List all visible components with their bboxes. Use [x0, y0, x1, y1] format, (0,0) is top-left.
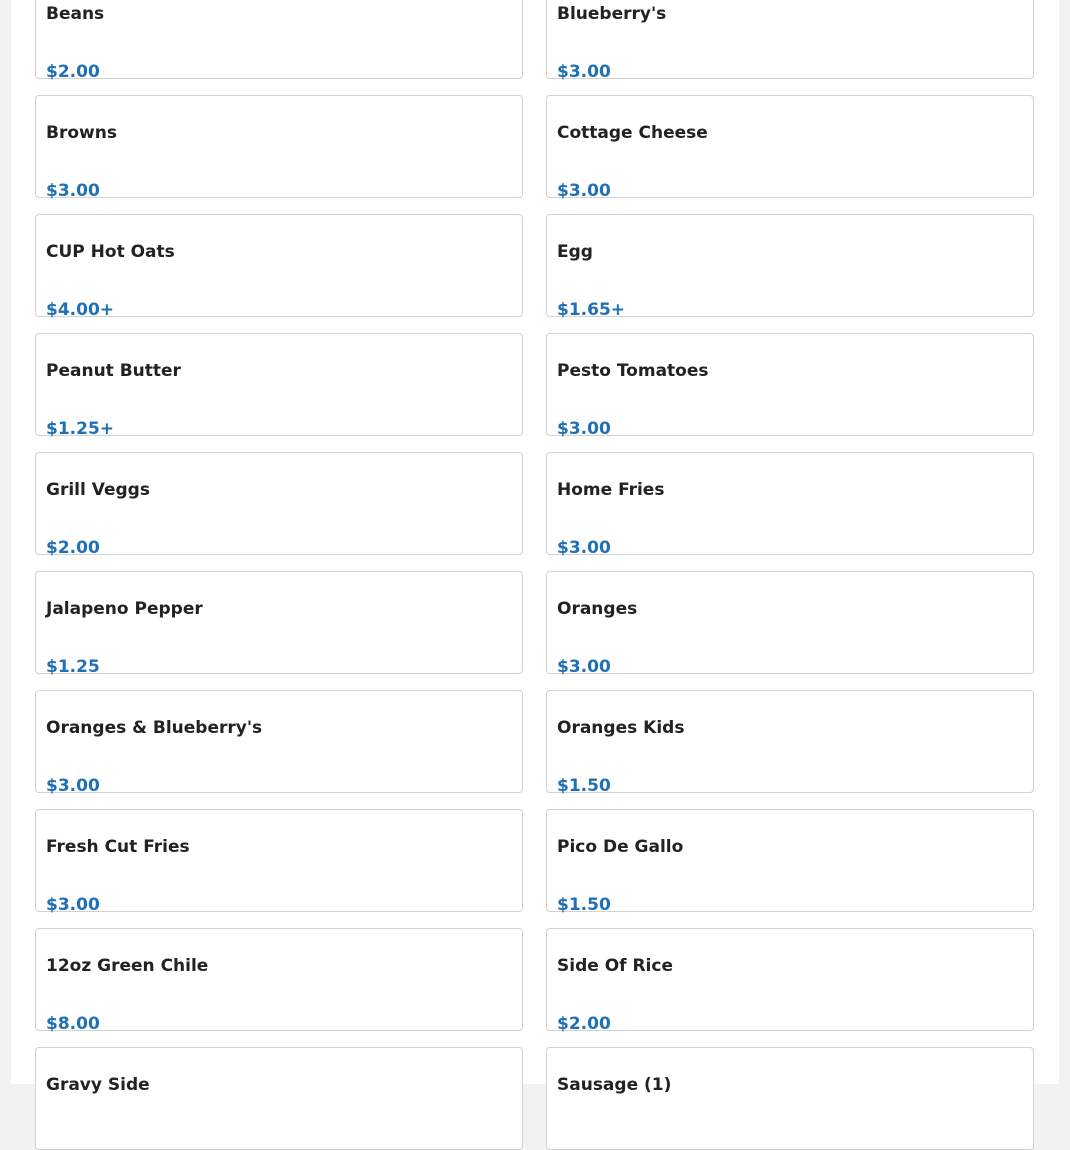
- menu-item-card[interactable]: [35, 690, 523, 796]
- item-price: $3.00: [46, 895, 100, 915]
- menu-item-card[interactable]: [546, 690, 1034, 796]
- item-name: Side Of Rice: [557, 956, 673, 976]
- menu-item-card[interactable]: [35, 333, 523, 439]
- menu-item-card[interactable]: [546, 214, 1034, 320]
- item-price: $3.00: [557, 538, 611, 558]
- item-price: $2.00: [46, 62, 100, 82]
- item-name: Home Fries: [557, 480, 665, 500]
- item-price: $3.00: [557, 181, 611, 201]
- menu-item-card[interactable]: [546, 333, 1034, 439]
- menu-item-grid: [35, 0, 1034, 1150]
- menu-item-card[interactable]: [546, 1047, 1034, 1150]
- item-price: $1.25: [46, 657, 100, 677]
- item-price: $2.00: [46, 538, 100, 558]
- menu-item-card[interactable]: [35, 809, 523, 915]
- item-name: Oranges: [557, 599, 638, 619]
- item-price: $3.00: [557, 419, 611, 439]
- item-name: Pico De Gallo: [557, 837, 684, 857]
- item-price: $3.00: [46, 776, 100, 796]
- menu-page: [11, 0, 1059, 1095]
- item-name: Jalapeno Pepper: [46, 599, 203, 619]
- item-price: $1.50: [557, 895, 611, 915]
- item-name: Gravy Side: [46, 1075, 150, 1095]
- menu-item-card[interactable]: [546, 928, 1034, 1034]
- item-name: Oranges Kids: [557, 718, 685, 738]
- item-price: $3.00: [557, 62, 611, 82]
- menu-item-card[interactable]: [35, 452, 523, 558]
- menu-item-card[interactable]: [35, 1047, 523, 1150]
- item-name: Fresh Cut Fries: [46, 837, 190, 857]
- item-name: Sausage (1): [557, 1075, 672, 1095]
- menu-item-card[interactable]: [546, 0, 1034, 82]
- item-name: Blueberry's: [557, 4, 667, 24]
- menu-item-card[interactable]: [35, 214, 523, 320]
- item-name: Egg: [557, 242, 593, 262]
- item-name: Peanut Butter: [46, 361, 181, 381]
- menu-item-card[interactable]: [546, 571, 1034, 677]
- menu-item-card[interactable]: [35, 95, 523, 201]
- menu-item-card[interactable]: [546, 809, 1034, 915]
- item-price: $2.00: [557, 1014, 611, 1034]
- item-price: $3.00: [46, 181, 100, 201]
- item-price: $3.00: [557, 657, 611, 677]
- item-price: $1.65+: [557, 300, 626, 320]
- item-price: $4.00+: [46, 300, 115, 320]
- item-price: $1.50: [557, 776, 611, 796]
- item-name: CUP Hot Oats: [46, 242, 175, 262]
- item-price: $8.00: [46, 1014, 100, 1034]
- item-name: Cottage Cheese: [557, 123, 708, 143]
- item-name: Pesto Tomatoes: [557, 361, 709, 381]
- menu-item-card[interactable]: [546, 95, 1034, 201]
- item-name: Beans: [46, 4, 105, 24]
- item-name: Oranges & Blueberry's: [46, 718, 263, 738]
- item-name: Grill Veggs: [46, 480, 150, 500]
- menu-item-card[interactable]: [35, 571, 523, 677]
- menu-item-card[interactable]: [35, 928, 523, 1034]
- menu-item-card[interactable]: [546, 452, 1034, 558]
- item-price: $1.25+: [46, 419, 115, 439]
- item-name: 12oz Green Chile: [46, 956, 209, 976]
- menu-item-card[interactable]: [35, 0, 523, 82]
- item-name: Browns: [46, 123, 117, 143]
